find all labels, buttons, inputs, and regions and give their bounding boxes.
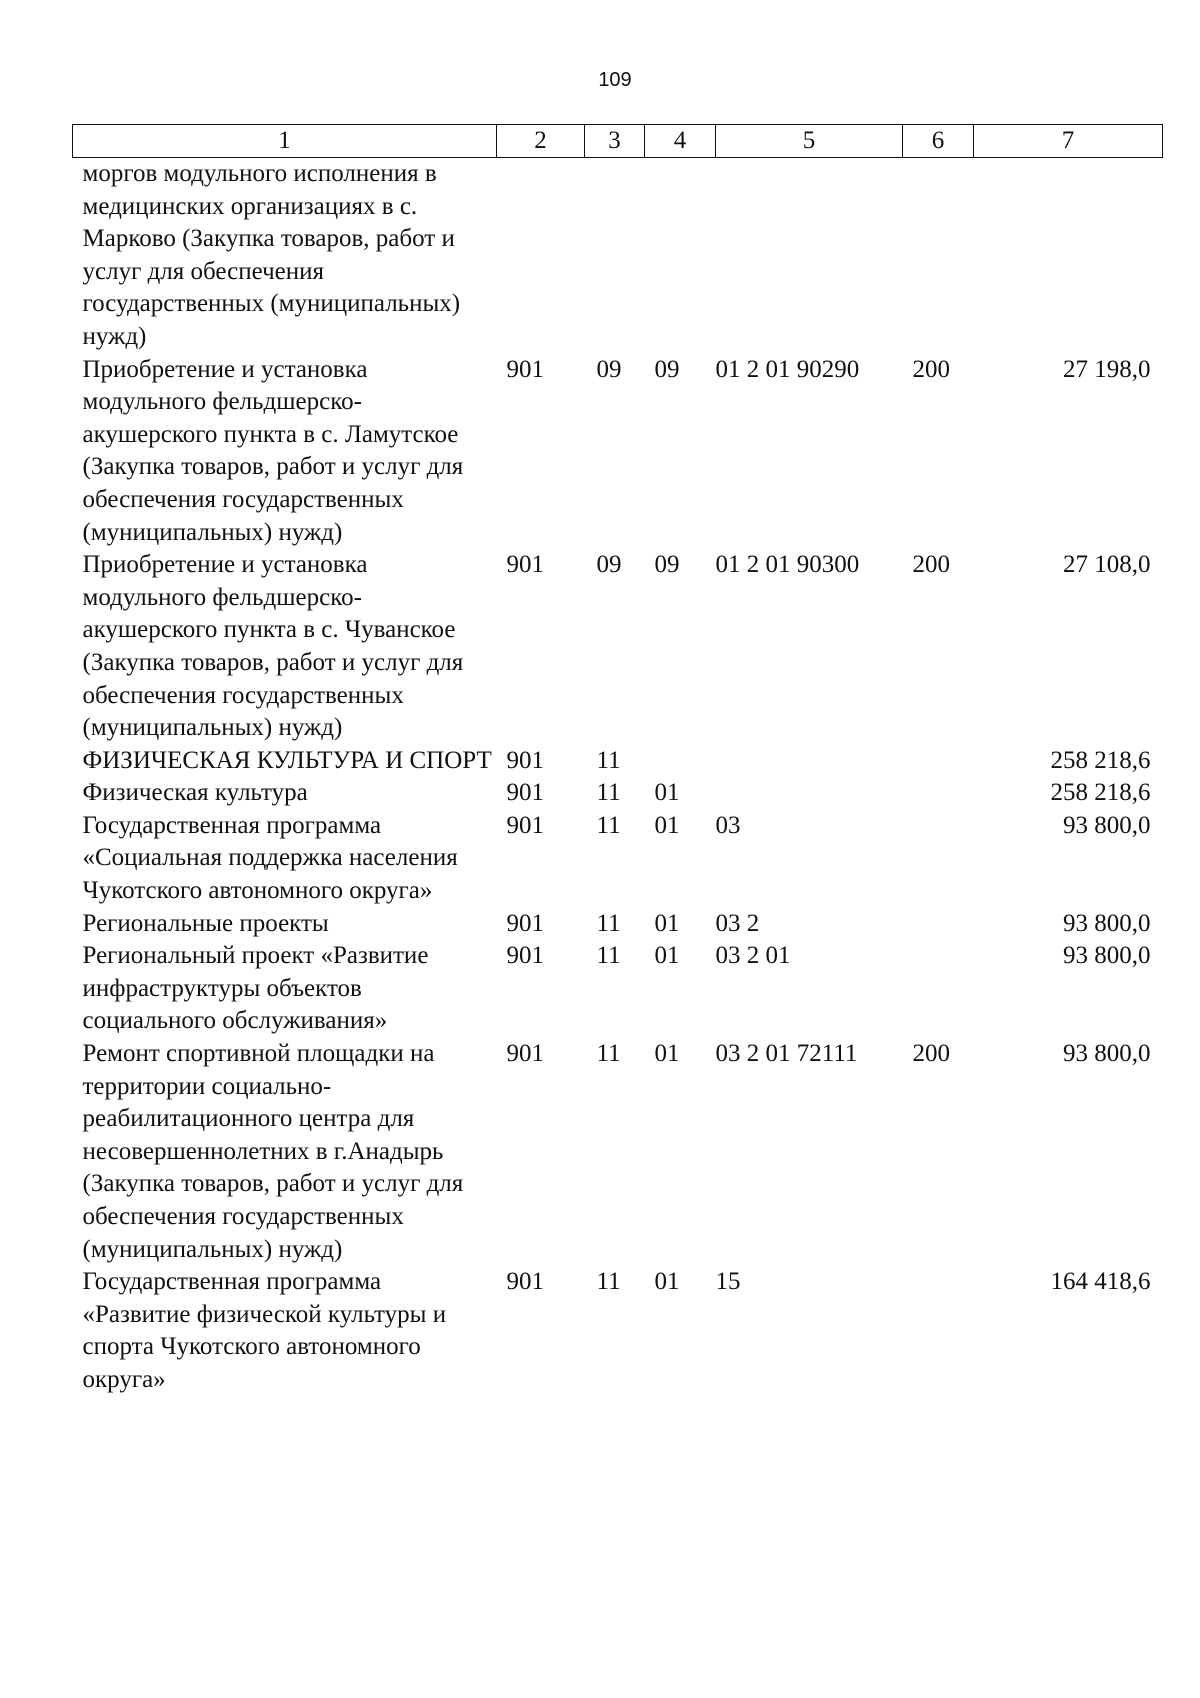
target-article-code bbox=[716, 745, 903, 778]
section-code: 11 bbox=[596, 779, 621, 807]
column-header: 3 bbox=[585, 125, 645, 158]
column-header: 1 bbox=[73, 125, 497, 158]
item-name: Ремонт спортивной площадки на территории социально-реабилитационного центра для несовершеннолетних в г.Анадырь (Закупка товаров, работ и услуг для обеспечения государственных (муниципальных) нужд) bbox=[82, 1040, 464, 1263]
section-code: 11 bbox=[596, 1040, 621, 1068]
table-row bbox=[73, 1266, 1163, 1396]
table-row bbox=[73, 1038, 1163, 1266]
expense-type-code bbox=[903, 908, 974, 941]
ministry-code: 901 bbox=[506, 746, 544, 774]
ministry-code: 901 bbox=[506, 551, 544, 579]
amount: 27 108,0 bbox=[1063, 551, 1151, 579]
section-code: 11 bbox=[596, 1268, 621, 1296]
target-article-code bbox=[716, 777, 903, 810]
expense-type-code bbox=[903, 940, 974, 1038]
subsection-code: 01 bbox=[654, 909, 680, 937]
target-article-code: 01 2 01 90300 bbox=[715, 551, 860, 579]
subsection-code: 01 bbox=[654, 942, 680, 970]
expense-type-code: 200 bbox=[912, 355, 950, 383]
amount: 164 418,6 bbox=[1050, 1268, 1151, 1296]
ministry-code: 901 bbox=[506, 355, 544, 383]
amount bbox=[974, 158, 1163, 354]
subsection-code: 09 bbox=[654, 551, 680, 579]
section-code: 11 bbox=[596, 909, 621, 937]
ministry-code: 901 bbox=[506, 909, 544, 937]
amount: 27 198,0 bbox=[1063, 355, 1151, 383]
expense-type-code bbox=[903, 158, 974, 354]
column-header: 7 bbox=[974, 125, 1163, 158]
target-article-code: 15 bbox=[715, 1268, 741, 1296]
section-code bbox=[585, 158, 645, 354]
item-name: Приобретение и установка модульного фельдшерско-акушерского пункта в с. Ламутское (Закупка товаров, работ и услуг для обеспечения государственных (муниципальных) нужд) bbox=[82, 355, 464, 546]
subsection-code: 01 bbox=[654, 779, 680, 807]
section-code: 09 bbox=[596, 551, 622, 579]
section-code: 11 bbox=[596, 811, 621, 839]
amount: 93 800,0 bbox=[1063, 942, 1151, 970]
page-number: 109 bbox=[598, 69, 632, 91]
item-name: Региональные проекты bbox=[82, 909, 329, 937]
subsection-code: 09 bbox=[654, 355, 680, 383]
item-name: Физическая культура bbox=[82, 779, 308, 807]
item-name: Региональный проект «Развитие инфраструктуры объектов социального обслуживания» bbox=[82, 942, 429, 1035]
ministry-code: 901 bbox=[506, 1040, 544, 1068]
ministry-code: 901 bbox=[506, 1268, 544, 1296]
expense-type-code: 200 bbox=[912, 551, 950, 579]
expense-type-code bbox=[903, 810, 974, 908]
expense-type-code bbox=[903, 777, 974, 810]
amount: 258 218,6 bbox=[1050, 779, 1151, 807]
expense-type-code: 200 bbox=[912, 1040, 950, 1068]
target-article-code: 03 2 bbox=[715, 909, 760, 937]
ministry-code: 901 bbox=[506, 779, 544, 807]
table-row bbox=[73, 158, 1163, 354]
target-article-code: 01 2 01 90290 bbox=[715, 355, 860, 383]
item-name: Государственная программа «Социальная поддержка населения Чукотского автономного округа» bbox=[82, 811, 458, 905]
subsection-code bbox=[645, 745, 716, 778]
amount: 93 800,0 bbox=[1063, 909, 1151, 937]
ministry-code: 901 bbox=[506, 811, 544, 839]
section-code: 09 bbox=[596, 355, 622, 383]
amount: 93 800,0 bbox=[1063, 811, 1151, 839]
item-name: Государственная программа «Развитие физической культуры и спорта Чукотского автономного округа» bbox=[82, 1268, 447, 1393]
column-header: 2 bbox=[497, 125, 585, 158]
target-article-code: 03 bbox=[715, 811, 741, 839]
ministry-code bbox=[497, 158, 585, 354]
budget-table bbox=[72, 124, 1163, 1397]
amount: 258 218,6 bbox=[1050, 746, 1151, 774]
ministry-code: 901 bbox=[506, 942, 544, 970]
table-row bbox=[73, 777, 1163, 810]
table-row bbox=[73, 908, 1163, 941]
target-article-code: 03 2 01 72111 bbox=[715, 1040, 858, 1068]
expense-type-code bbox=[903, 745, 974, 778]
column-header: 5 bbox=[716, 125, 903, 158]
subsection-code: 01 bbox=[654, 1268, 680, 1296]
table-row bbox=[73, 810, 1163, 908]
section-code: 11 bbox=[596, 942, 621, 970]
expense-type-code bbox=[903, 1266, 974, 1396]
subsection-code: 01 bbox=[654, 811, 680, 839]
column-header: 6 bbox=[903, 125, 974, 158]
amount: 93 800,0 bbox=[1063, 1040, 1151, 1068]
target-article-code: 03 2 01 bbox=[715, 942, 791, 970]
table-row bbox=[73, 745, 1163, 778]
section-code: 11 bbox=[596, 746, 621, 774]
target-article-code bbox=[716, 158, 903, 354]
column-number-header-row bbox=[73, 125, 1163, 158]
item-name: моргов модульного исполнения в медицинских организациях в с. Марково (Закупка товаров, работ и услуг для обеспечения государственных (муниципальных) нужд) bbox=[82, 160, 461, 350]
table-row bbox=[73, 549, 1163, 745]
column-header: 4 bbox=[645, 125, 716, 158]
subsection-code: 01 bbox=[654, 1040, 680, 1068]
subsection-code bbox=[645, 158, 716, 354]
table-row bbox=[73, 354, 1163, 550]
table-row bbox=[73, 940, 1163, 1038]
item-name: Приобретение и установка модульного фельдшерско-акушерского пункта в с. Чуванское (Закупка товаров, работ и услуг для обеспечения государственных (муниципальных) нужд) bbox=[82, 551, 464, 742]
item-name: ФИЗИЧЕСКАЯ КУЛЬТУРА И СПОРТ bbox=[82, 746, 492, 774]
